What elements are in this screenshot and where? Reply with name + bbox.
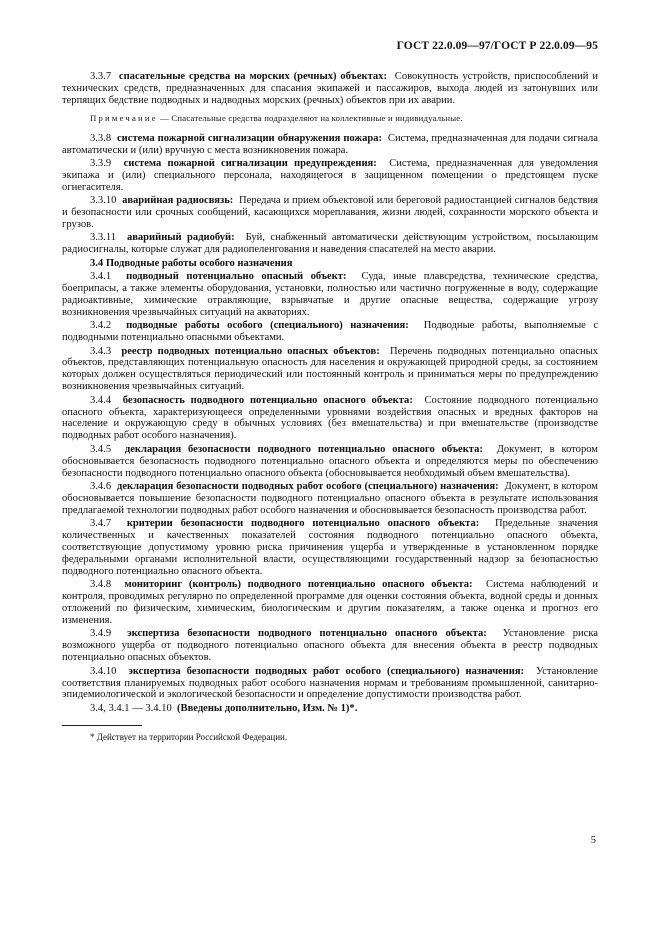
term-paragraph: 3.3.10 аварийная радиосвязь: Передача и прием объектовой или береговой радиостанцией сигналов бедствия и безопасности или срочных сообщений, касающихся мореплавания, жизни людей, сохранности морского объекта и грузов.	[62, 195, 598, 230]
term-paragraph: 3.4.8 мониторинг (контроль) подводного потенциально опасного объекта: Система наблюдений и контроля, проводимых регулярно по определенной программе для оценки состояния объекта, водной среды и донных отложений по физическим, химическим, биологическим и другим показателям, а также оценка и прогноз его изменения.	[62, 579, 598, 626]
document-body	[62, 71, 598, 745]
term: декларация безопасности подводного потенциально опасного объекта:	[124, 443, 483, 455]
term: реестр подводных потенциально опасных объектов:	[121, 345, 380, 357]
term: подводный потенциально опасный объект:	[126, 271, 347, 283]
term-paragraph: 3.3.9 система пожарной сигнализации предупреждения: Система, предназначенная для уведомления экипажа и (или) специального персонала, находящегося в защищенном помещении о предстоящем пуске огнегасителя.	[62, 157, 598, 193]
term: экспертиза безопасности подводного потенциально опасного объекта:	[127, 628, 487, 640]
footnote: * Действует на территории Российской Федерации.	[90, 731, 288, 742]
term: система пожарной сигнализации обнаружения пожара:	[117, 132, 382, 144]
term: аварийная радиосвязь:	[122, 195, 234, 207]
note-label: Примечание	[90, 112, 158, 123]
term: аварийный радиобуй:	[126, 232, 235, 244]
term-paragraph: 3.3.11 аварийный радиобуй: Буй, снабженный автоматически действующим устройством, посылающим радиосигналы, которые служат для радиопеленгования и наведения спасателей на место аварии.	[62, 232, 599, 256]
term-paragraph: 3.4.7 критерии безопасности подводного потенциально опасного объекта: Предельные значения количественных и качественных показателей состояния подводного потенциально опасного объекта, соответствующие допустимому уровню риска причинения ущерба и утвержденные в установленном порядке федеральными органами исполнительной власти, осуществляющими государственный надзор за безопасностью подводного потенциально опасного объекта.	[62, 518, 599, 577]
term: экспертиза безопасности подводных работ особого (специального) назначения:	[128, 665, 525, 677]
term: декларация безопасности подводных работ особого (специального) назначения:	[117, 481, 499, 492]
note-paragraph: Примечание — Спасательные средства подразделяют на коллективные и индивидуальные.	[90, 112, 463, 123]
term-paragraph: 3.3.7 спасательные средства на морских (речных) объектах: Совокупность устройств, приспособлений и технических средств, предназначенных для спасания экипажей и пассажиров, выхода людей из затонувших или терпящих бедствие подводных и надводных морских (речных) объектов при их аварии.	[62, 71, 598, 106]
term: безопасность подводного потенциально опасного объекта:	[122, 394, 413, 406]
term: подводные работы особого (специального) назначения:	[126, 320, 409, 332]
term-paragraph: 3.4.1 подводный потенциально опасный объект: Суда, иные плавсредства, технические средства, боеприпасы, а также элементы оборудования, установки, полностью или частично погруженные в воду, содержащие радиоактивные, химические отравляющие, взрывчатые и другие опасные вещества, содержащие угрозу возникновения чрезвычайных ситуаций на акваториях.	[62, 271, 598, 318]
term-paragraph: 3.4.3 реестр подводных потенциально опасных объектов: Перечень подводных потенциально опасных объектов, представляющих потенциальную опасность для населения и окружающей природной среды, за состоянием которых должен осуществляться периодический или постоянный контроль и приниматься меры по предупреждению возникновения чрезвычайных ситуаций.	[62, 345, 599, 393]
document-header: ГОСТ 22.0.09—97/ГОСТ Р 22.0.09—95	[396, 40, 598, 52]
section-heading: 3.4 Подводные работы особого назначения	[90, 257, 293, 269]
term-paragraph: 3.4.4 безопасность подводного потенциально опасного объекта: Состояние подводного потенциально опасного объекта, характеризующееся определенными уровнями воздействия опасных и вредных факторов на население и окружающую среду в обычных условиях (без вмешательства) и при вмешательстве (производстве подводных работ особого назначения).	[62, 394, 599, 442]
term-paragraph: 3.4.10 экспертиза безопасности подводных работ особого (специального) назначения: Установление соответствия планируемых подводных работ особого назначения нормам и требованиям промышленной, санитарно-эпидемиологической и экологической безопасности и определение допустимости производства работ.	[62, 665, 598, 701]
term: мониторинг (контроль) подводного потенциально опасного объекта:	[124, 579, 473, 591]
page-number: 5	[590, 835, 596, 846]
footnote-divider	[62, 725, 142, 726]
term-paragraph: 3.3.8 система пожарной сигнализации обнаружения пожара: Система, предназначенная для подачи сигнала автоматически и (или) вручную с места возникновения пожара.	[62, 132, 598, 156]
term: спасательные средства на морских (речных) объектах:	[118, 71, 387, 82]
term-paragraph: 3.4.9 экспертиза безопасности подводного потенциально опасного объекта: Установление риска возможного ущерба от подводного потенциально опасного объекта для внесения объекта в реестр подводных потенциально опасных объектов.	[62, 628, 598, 664]
term-paragraph: 3.4.6 декларация безопасности подводных работ особого (специального) назначения: Документ, в котором обосновывается повышение безопасности подводного потенциально опасного объекта в результате использования предлагаемой технологии подводных работ особого назначения и обосновывается безопасность производства работ.	[62, 481, 598, 516]
term: система пожарной сигнализации предупреждения:	[123, 157, 377, 169]
term-paragraph: 3.4.2 подводные работы особого (специального) назначения: Подводные работы, выполняемые с подводными потенциально опасными объектами.	[62, 320, 598, 344]
term-paragraph: 3.4.5 декларация безопасности подводного потенциально опасного объекта: Документ, в котором обосновывается безопасность подводного потенциально опасного объекта и определяются меры по обеспечению безопасности подводного потенциально опасного объекта (обосновывается необходимый объем вмешательства).	[62, 443, 598, 479]
amendment-note: 3.4, 3.4.1 — 3.4.10 (Введены дополнительно, Изм. № 1)*.	[90, 702, 358, 714]
term: критерии безопасности подводного потенциально опасного объекта:	[126, 518, 480, 530]
